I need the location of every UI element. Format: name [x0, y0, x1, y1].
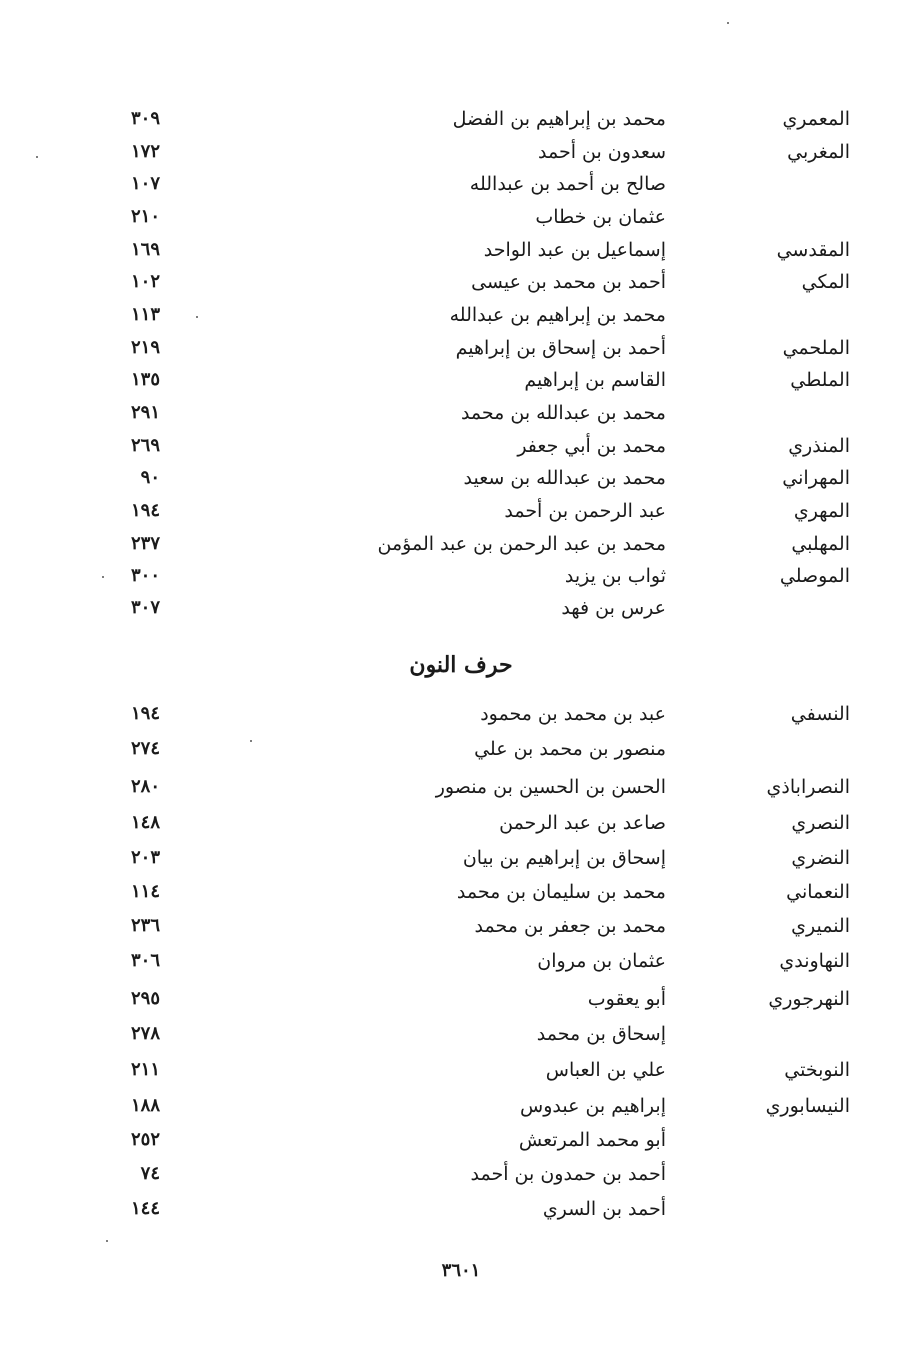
entry-page-number: ١٠٧ [130, 173, 160, 194]
entry-page-number: ٢٧٨ [130, 1023, 160, 1044]
index-entry [0, 397, 922, 429]
entry-name: عثمان بن مروان [537, 950, 666, 972]
entry-nisba: المهلبي [791, 533, 850, 555]
index-entry [0, 592, 922, 624]
scan-speck [102, 576, 104, 578]
entry-name: عبد الرحمن بن أحمد [504, 500, 666, 522]
entry-name: ثواب بن يزيد [564, 565, 666, 587]
index-entry [0, 1018, 922, 1050]
entry-page-number: ١٤٨ [130, 812, 160, 833]
entry-name: محمد بن عبد الرحمن بن عبد المؤمن [377, 533, 666, 555]
entry-name: محمد بن سليمان بن محمد [456, 881, 666, 903]
index-entry [0, 495, 922, 527]
index-entry [0, 560, 922, 592]
index-entry [0, 945, 922, 977]
entry-page-number: ٢٥٢ [130, 1129, 160, 1150]
index-entry [0, 103, 922, 135]
entry-page-number: ٣٠٩ [130, 108, 160, 129]
entry-nisba: المهراني [782, 467, 850, 489]
index-entry [0, 136, 922, 168]
entry-page-number: ٢٦٩ [130, 435, 160, 456]
entry-page-number: ٩٠ [140, 467, 160, 488]
index-entry [0, 910, 922, 942]
entry-nisba: المنذري [788, 435, 850, 457]
entry-name: إسماعيل بن عبد الواحد [483, 239, 666, 261]
entry-name: أبو محمد المرتعش [518, 1129, 666, 1151]
entry-nisba: النهرجوري [768, 988, 850, 1010]
entry-name: صالح بن أحمد بن عبدالله [469, 173, 666, 195]
entry-name: صاعد بن عبد الرحمن [499, 812, 666, 834]
index-entry [0, 1158, 922, 1190]
index-entry [0, 528, 922, 560]
index-entry [0, 1193, 922, 1225]
entry-page-number: ٢١٠ [130, 206, 160, 227]
entry-name: سعدون بن أحمد [538, 141, 666, 163]
entry-name: أحمد بن حمدون بن أحمد [470, 1163, 666, 1185]
entry-nisba: المعمري [782, 108, 850, 130]
entry-nisba: المكي [801, 271, 850, 293]
index-entry [0, 462, 922, 494]
entry-name: محمد بن أبي جعفر [517, 435, 666, 457]
entry-name: عثمان بن خطاب [535, 206, 666, 228]
entry-name: إسحاق بن إبراهيم بن بيان [462, 847, 666, 869]
entry-name: محمد بن جعفر بن محمد [474, 915, 666, 937]
entry-page-number: ١٧٢ [130, 141, 160, 162]
index-entry [0, 698, 922, 730]
entry-nisba: الملطي [790, 369, 850, 391]
scan-speck [727, 22, 729, 24]
entry-page-number: ٢٣٧ [130, 533, 160, 554]
entry-name: علي بن العباس [545, 1059, 666, 1081]
entry-page-number: ١١٣ [130, 304, 160, 325]
entry-page-number: ١٦٩ [130, 239, 160, 260]
entry-name: القاسم بن إبراهيم [524, 369, 666, 391]
entry-page-number: ٢٠٣ [130, 847, 160, 868]
index-entry [0, 430, 922, 462]
entry-name: أحمد بن إسحاق بن إبراهيم [455, 337, 666, 359]
section-heading: حرف النون [409, 652, 513, 678]
entry-nisba: النضري [791, 847, 850, 869]
entry-name: محمد بن عبدالله بن سعيد [463, 467, 666, 489]
entry-page-number: ٢٧٤ [130, 738, 160, 759]
entry-name: الحسن بن الحسين بن منصور [435, 776, 666, 798]
entry-page-number: ٧٤ [140, 1163, 160, 1184]
entry-page-number: ١١٤ [130, 881, 160, 902]
entry-page-number: ١٣٥ [130, 369, 160, 390]
entry-name: محمد بن إبراهيم بن الفضل [452, 108, 666, 130]
entry-nisba: النعماني [786, 881, 850, 903]
scan-speck [250, 740, 252, 742]
index-entry [0, 807, 922, 839]
index-entry [0, 983, 922, 1015]
index-entry [0, 1124, 922, 1156]
scan-speck [106, 1240, 108, 1242]
entry-name: عرس بن فهد [561, 597, 666, 619]
entry-page-number: ١٩٤ [130, 500, 160, 521]
entry-page-number: ٢١٩ [130, 337, 160, 358]
entry-page-number: ١٠٢ [130, 271, 160, 292]
entry-nisba: الملحمي [782, 337, 850, 359]
index-entry [0, 168, 922, 200]
entry-nisba: النوبختي [784, 1059, 850, 1081]
entry-nisba: الموصلي [779, 565, 850, 587]
scan-speck [196, 316, 198, 318]
entry-nisba: النهاوندي [779, 950, 850, 972]
entry-page-number: ١٨٨ [130, 1095, 160, 1116]
entry-nisba: المغربي [787, 141, 850, 163]
entry-nisba: النسفي [790, 703, 850, 725]
index-entry [0, 201, 922, 233]
entry-page-number: ٣٠٧ [130, 597, 160, 618]
index-entry [0, 299, 922, 331]
entry-page-number: ٢٩٥ [130, 988, 160, 1009]
entry-page-number: ١٤٤ [130, 1198, 160, 1219]
entry-name: إسحاق بن محمد [536, 1023, 666, 1045]
entry-page-number: ٢٣٦ [130, 915, 160, 936]
index-entry [0, 234, 922, 266]
entry-name: أحمد بن السري [542, 1198, 666, 1220]
entry-name: أحمد بن محمد بن عيسى [471, 271, 666, 293]
entry-nisba: المقدسي [776, 239, 850, 261]
index-entry [0, 364, 922, 396]
entry-nisba: النيسابوري [765, 1095, 850, 1117]
scan-speck [36, 156, 38, 158]
index-entry [0, 842, 922, 874]
index-entry [0, 771, 922, 803]
index-entry [0, 266, 922, 298]
entry-page-number: ٢٩١ [130, 402, 160, 423]
entry-name: إبراهيم بن عبدوس [520, 1095, 666, 1117]
entry-page-number: ٢١١ [130, 1059, 160, 1080]
entry-page-number: ٢٨٠ [130, 776, 160, 797]
entry-name: عبد بن محمد بن محمود [480, 703, 666, 725]
entry-nisba: المهري [793, 500, 850, 522]
entry-name: أبو يعقوب [587, 988, 666, 1010]
entry-page-number: ٣٠٠ [130, 565, 160, 586]
entry-name: منصور بن محمد بن علي [474, 738, 666, 760]
entry-nisba: النصري [791, 812, 850, 834]
entry-nisba: النصراباذي [766, 776, 850, 798]
index-entry [0, 733, 922, 765]
index-entry [0, 876, 922, 908]
index-entry [0, 1054, 922, 1086]
index-entry [0, 1090, 922, 1122]
entry-page-number: ١٩٤ [130, 703, 160, 724]
entry-name: محمد بن عبدالله بن محمد [460, 402, 666, 424]
entry-nisba: النميري [791, 915, 850, 937]
index-entry [0, 332, 922, 364]
entry-page-number: ٣٠٦ [130, 950, 160, 971]
entry-name: محمد بن إبراهيم بن عبدالله [449, 304, 666, 326]
page-folio-number: ٣٦٠١ [441, 1260, 481, 1281]
